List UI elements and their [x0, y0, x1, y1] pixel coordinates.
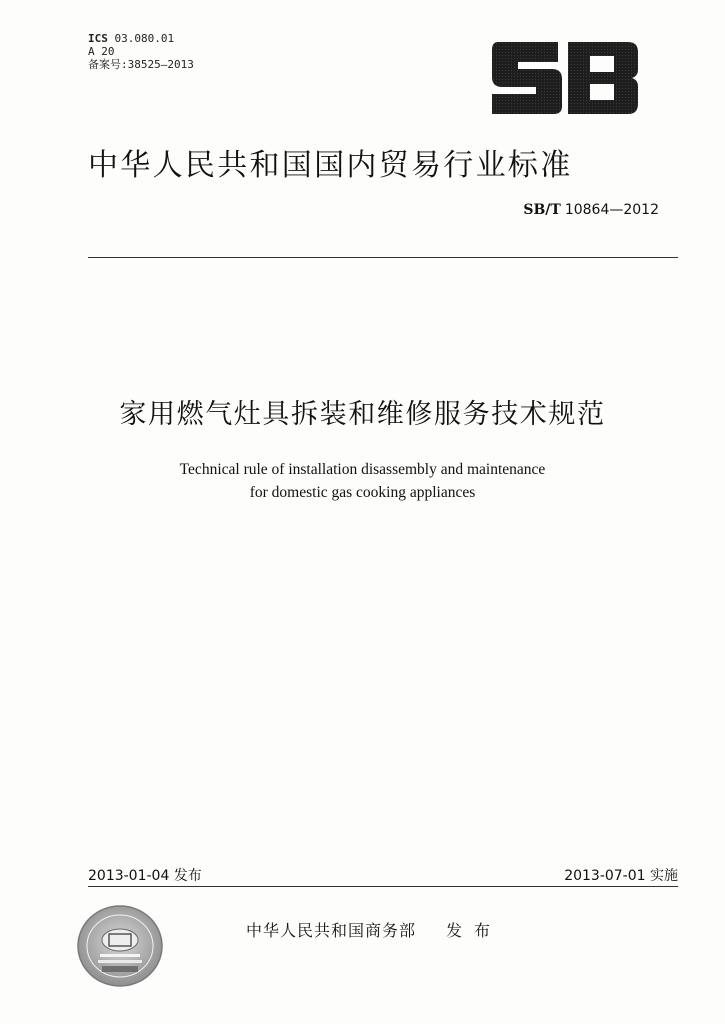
industry-standard-title: 中华人民共和国国内贸易行业标准	[88, 148, 573, 183]
top-divider	[88, 257, 678, 258]
implementation-date: 2013-07-01 实施	[564, 868, 678, 884]
standard-number-prefix: SB/T	[523, 202, 561, 218]
category-code: A 20	[88, 45, 115, 58]
sb-logo	[492, 42, 638, 114]
date-row	[88, 865, 678, 885]
ics-code: 03.080.01	[114, 32, 175, 45]
document-title-english	[0, 458, 725, 504]
ics-label: ICS	[88, 32, 108, 45]
publisher-action: 发布	[446, 921, 503, 940]
publisher-name: 中华人民共和国商务部	[246, 921, 417, 940]
ics-line	[88, 32, 194, 45]
document-title-english-line-1: Technical rule of installation disassembly and maintenance	[179, 461, 546, 478]
bottom-divider	[88, 886, 678, 887]
issue-date: 2013-01-04 发布	[88, 868, 202, 884]
publisher-seal-icon	[76, 904, 164, 988]
record-number: 备案号:38525—2013	[88, 58, 194, 71]
document-title-chinese: 家用燃气灶具拆装和维修服务技术规范	[119, 399, 606, 430]
publisher-line	[246, 918, 502, 941]
logo-letter-b	[568, 42, 638, 114]
standard-number-value: 10864—2012	[564, 202, 659, 218]
logo-letter-s	[492, 42, 562, 114]
document-title-english-line-2: for domestic gas cooking appliances	[249, 484, 476, 501]
classification-block	[88, 32, 194, 71]
standard-number	[523, 202, 659, 218]
